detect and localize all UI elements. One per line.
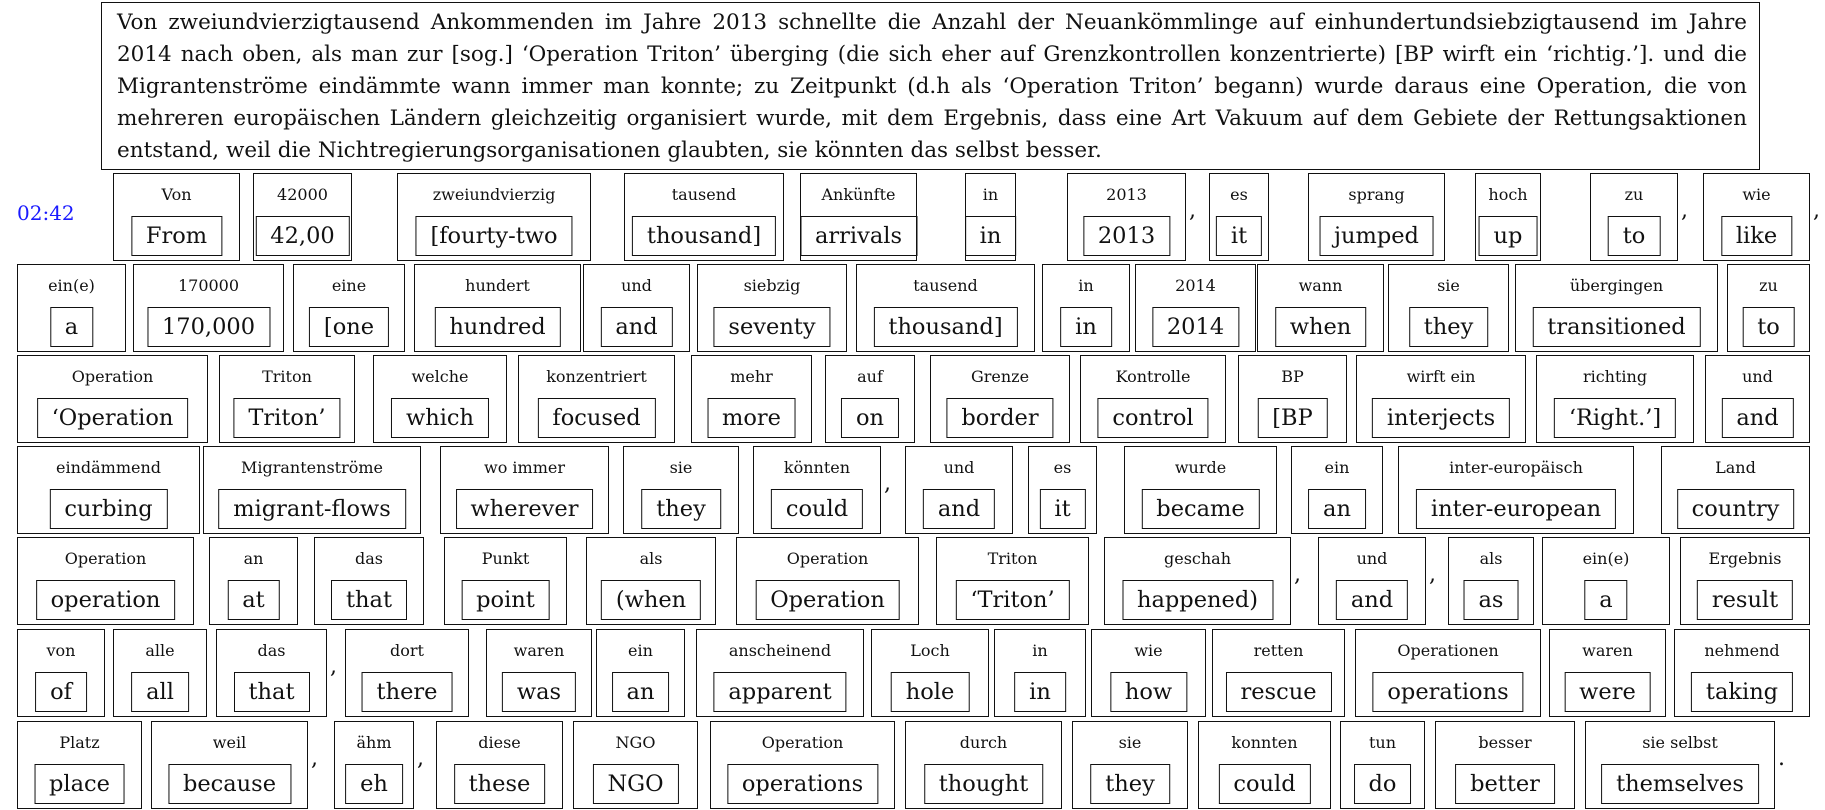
source-word: NGO [615,733,656,752]
gloss-cell [133,264,284,352]
source-word: wo immer [484,458,565,477]
punctuation-mark: , [1681,198,1688,223]
source-word: und [621,276,652,295]
source-word: Triton [987,549,1038,568]
gloss-cell [17,537,194,625]
source-word: sprang [1348,185,1405,204]
source-word: sie [1118,733,1142,752]
target-word: on [841,398,899,438]
gloss-cell [151,721,308,809]
gloss-cell [691,355,812,443]
gloss-cell [1398,446,1634,534]
gloss-cell [624,173,784,261]
source-word: Operation [64,549,147,568]
gloss-cell [697,264,847,352]
gloss-cell [1340,721,1425,809]
source-word: nehmend [1704,641,1780,660]
target-word: it [1216,216,1262,256]
source-word: Grenze [970,367,1030,386]
source-word: ein [628,641,653,660]
source-word: besser [1478,733,1532,752]
source-word: Punkt [481,549,530,568]
gloss-cell [486,629,592,717]
target-word: these [454,764,546,804]
target-word: Operation [755,580,900,620]
target-word: it [1039,489,1085,529]
source-word: es [1053,458,1072,477]
source-word: eindämmend [55,458,162,477]
target-word: ‘Right.’] [1554,398,1676,438]
gloss-cell [1585,721,1775,809]
punctuation-mark: . [1778,746,1785,771]
source-word: BP [1281,367,1304,386]
target-word: operations [727,764,878,804]
target-word: jumped [1319,216,1434,256]
gloss-cell [1680,537,1810,625]
source-word: in [1078,276,1094,295]
target-word: could [1218,764,1310,804]
gloss-cell [696,629,864,717]
target-word: in [1014,672,1066,712]
gloss-cell [1308,173,1445,261]
target-word: at [227,580,279,620]
gloss-cell [1536,355,1694,443]
gloss-cell [586,537,716,625]
gloss-cell [1135,264,1256,352]
source-word: sie [1437,276,1460,295]
target-word: became [1141,489,1259,529]
gloss-cell [1549,629,1666,717]
target-word: how [1110,672,1187,712]
gloss-cell [1091,629,1206,717]
source-word: übergingen [1569,276,1664,295]
punctuation-mark: , [1813,198,1820,223]
source-word: 170000 [177,276,240,295]
gloss-cell [1542,537,1670,625]
target-word: arrivals [800,216,917,256]
punctuation-mark: , [417,746,424,771]
target-word: thousand] [632,216,776,256]
target-word: happened) [1122,580,1273,620]
source-word: tausend [671,185,737,204]
target-word: in [965,216,1017,256]
gloss-cell [209,537,298,625]
gloss-cell [17,721,142,809]
target-word: they [641,489,721,529]
source-word: wurde [1174,458,1227,477]
target-word: better [1455,764,1555,804]
gloss-cell [17,629,105,717]
gloss-cell [1028,446,1097,534]
target-word: thousand] [873,307,1017,347]
gloss-cell [930,355,1070,443]
gloss-cell [1198,721,1331,809]
target-word: place [34,764,125,804]
source-word: in [982,185,999,204]
punctuation-mark: , [311,746,318,771]
target-word: [BP [1257,398,1327,438]
gloss-cell [219,355,355,443]
source-word: waren [513,641,565,660]
target-word: when [1275,307,1367,347]
target-word: and [1721,398,1793,438]
gloss-cell [1435,721,1575,809]
target-word: were [1564,672,1651,712]
source-word: Migrantenströme [241,458,383,477]
translation-paragraph: Von zweiundvierzigtausend Ankommenden im Jahre 2013 schnellte die Anzahl der Neuankömmlinge auf einhundertundsiebzigtausend im Jahre 2014 nach oben, als man zur [sog.] ‘Operation Triton’ überging (die sich eher auf Grenzkontrollen konzentrierte) [BP wirft ein ‘richtig.’]. und die Migrantenströme eindämmte wann immer man konnte; zu Zeitpunkt (d.h als ‘Operation Triton’ begann) wurde daraus eine Operation, die von mehreren europäischen Ländern gleichzeitig organisiert wurde, mit dem Ergebnis, dass eine Art Vakuum auf dem Gebiete der Rettungsaktionen entstand, weil die Nichtregierungsorganisationen glaubten, sie könnten das selbst besser. [101,2,1760,170]
source-word: inter-europäisch [1449,458,1583,477]
target-word: ‘Operation [37,398,189,438]
source-word: geschah [1163,549,1232,568]
target-word: From [131,216,222,256]
source-word: sie selbst [1642,733,1718,752]
target-word: 2014 [1152,307,1239,347]
gloss-cell [583,264,690,352]
source-word: Triton [262,367,312,386]
gloss-cell [1356,355,1526,443]
target-word: focused [537,398,655,438]
source-word: Operationen [1397,641,1499,660]
source-word: ein(e) [48,276,95,295]
target-word: apparent [713,672,846,712]
target-word: migrant-flows [218,489,406,529]
source-word: Operation [71,367,154,386]
source-word: von [46,641,76,660]
target-word: more [707,398,796,438]
source-word: Kontrolle [1115,367,1191,386]
source-word: retten [1253,641,1304,660]
source-word: Platz [59,733,100,752]
target-word: border [946,398,1053,438]
target-word: hundred [434,307,560,347]
punctuation-mark: , [884,471,891,496]
target-word: that [331,580,407,620]
source-word: hundert [465,276,530,295]
gloss-cell [994,629,1086,717]
gloss-cell [293,264,405,352]
source-word: zu [1624,185,1644,204]
source-word: wann [1298,276,1343,295]
target-word: was [502,672,576,712]
gloss-cell [1124,446,1277,534]
target-word: up [1479,216,1538,256]
target-word: point [461,580,550,620]
target-word: themselves [1601,764,1759,804]
gloss-cell [1590,173,1678,261]
target-word: which [391,398,489,438]
gloss-cell [1355,629,1541,717]
gloss-cell [1661,446,1810,534]
gloss-cell [965,173,1016,261]
source-word: das [257,641,286,660]
target-word: they [1090,764,1170,804]
source-word: weil [212,733,247,752]
gloss-cell [1703,173,1810,261]
source-word: Von [161,185,192,204]
target-word: of [35,672,87,712]
gloss-cell [1388,264,1509,352]
source-word: dort [390,641,424,660]
target-word: could [771,489,863,529]
target-word: (when [601,580,701,620]
gloss-cell [345,629,469,717]
gloss-cell [1674,629,1810,717]
target-word: all [131,672,189,712]
source-word: Ankünfte [821,185,896,204]
gloss-cell [1318,537,1426,625]
gloss-cell [414,264,581,352]
target-word: operations [1372,672,1523,712]
source-word: ähm [356,733,392,752]
source-word: könnten [783,458,851,477]
gloss-cell [1515,264,1718,352]
target-word: curbing [49,489,167,529]
gloss-cell [905,721,1062,809]
target-word: to [1742,307,1795,347]
gloss-cell [1067,173,1186,261]
target-word: as [1464,580,1519,620]
punctuation-mark: , [1189,198,1196,223]
gloss-cell [1042,264,1130,352]
source-word: diese [478,733,521,752]
gloss-cell [17,446,200,534]
source-word: zu [1759,276,1778,295]
source-word: mehr [730,367,773,386]
punctuation-mark: , [1294,562,1301,587]
target-word: a [1584,580,1627,620]
gloss-cell [113,173,240,261]
target-word: in [1060,307,1112,347]
source-word: welche [411,367,469,386]
target-word: operation [36,580,176,620]
gloss-cell [440,446,609,534]
gloss-cell [1080,355,1226,443]
target-word: do [1354,764,1412,804]
source-word: waren [1582,641,1633,660]
gloss-cell [856,264,1035,352]
gloss-cell [314,537,424,625]
gloss-cell [203,446,421,534]
gloss-cell [573,721,698,809]
target-word: seventy [713,307,830,347]
gloss-cell [113,629,207,717]
gloss-cell [1448,537,1534,625]
source-word: tun [1368,733,1397,752]
gloss-cell [753,446,881,534]
source-word: zweiundvierzig [432,185,556,204]
timestamp: 02:42 [17,201,75,225]
gloss-cell [1705,355,1810,443]
gloss-cell [1291,446,1383,534]
gloss-cell [334,721,414,809]
target-word: because [168,764,291,804]
target-word: thought [924,764,1044,804]
gloss-cell [216,629,327,717]
source-word: siebzig [743,276,801,295]
target-word: hole [891,672,970,712]
source-word: ein [1324,458,1350,477]
target-word: a [50,307,93,347]
target-word: result [1697,580,1793,620]
target-word: an [1308,489,1366,529]
gloss-cell [710,721,895,809]
gloss-cell [436,721,563,809]
gloss-cell [936,537,1089,625]
gloss-cell [373,355,507,443]
target-word: to [1608,216,1661,256]
gloss-cell [1727,264,1810,352]
source-word: 42000 [277,185,328,204]
gloss-cell [397,173,591,261]
gloss-cell [1475,173,1541,261]
gloss-cell [1257,264,1384,352]
gloss-cell [17,264,126,352]
gloss-cell [825,355,915,443]
punctuation-mark: , [330,654,337,679]
target-word: rescue [1225,672,1331,712]
target-word: there [362,672,453,712]
source-word: sie [669,458,693,477]
target-word: NGO [592,764,678,804]
source-word: 2013 [1106,185,1147,204]
gloss-cell [1212,629,1345,717]
target-word: wherever [456,489,594,529]
source-word: anscheinend [728,641,832,660]
gloss-cell [736,537,919,625]
source-word: und [1356,549,1388,568]
source-word: durch [959,733,1008,752]
punctuation-mark: , [1429,562,1436,587]
target-word: 170,000 [147,307,270,347]
source-word: und [1742,367,1773,386]
gloss-cell [17,355,208,443]
gloss-cell [518,355,675,443]
target-word: 2013 [1083,216,1170,256]
source-word: Operation [786,549,869,568]
target-word: control [1097,398,1208,438]
target-word: they [1409,307,1489,347]
source-word: Ergebnis [1708,549,1782,568]
target-word: like [1721,216,1792,256]
target-word: Triton’ [233,398,340,438]
gloss-cell [1238,355,1347,443]
target-word: interjects [1372,398,1510,438]
target-word: and [923,489,995,529]
target-word: country [1677,489,1795,529]
source-word: an [243,549,264,568]
gloss-cell [596,629,685,717]
source-word: wie [1134,641,1163,660]
source-word: ein(e) [1582,549,1630,568]
gloss-cell [1104,537,1291,625]
source-word: Loch [910,641,950,660]
source-word: das [355,549,383,568]
gloss-cell [623,446,739,534]
gloss-cell [1209,173,1269,261]
target-word: that [234,672,310,712]
gloss-cell [905,446,1013,534]
target-word: transitioned [1532,307,1700,347]
target-word: an [612,672,670,712]
source-word: konnten [1231,733,1298,752]
gloss-cell [1072,721,1188,809]
source-word: richting [1582,367,1648,386]
target-word: and [600,307,672,347]
target-word: ‘Triton’ [955,580,1069,620]
source-word: hoch [1488,185,1528,204]
source-word: Operation [761,733,844,752]
gloss-cell [800,173,917,261]
source-word: wie [1742,185,1771,204]
source-word: als [1479,549,1503,568]
gloss-cell [444,537,567,625]
source-word: es [1230,185,1248,204]
target-word: and [1336,580,1408,620]
source-word: Land [1715,458,1756,477]
target-word: eh [345,764,403,804]
gloss-cell [871,629,989,717]
source-word: alle [145,641,175,660]
target-word: 42,00 [255,216,349,256]
source-word: 2014 [1175,276,1216,295]
gloss-cell [253,173,352,261]
source-word: wirft ein [1406,367,1476,386]
source-word: tausend [913,276,978,295]
source-word: auf [857,367,883,386]
target-word: taking [1691,672,1793,712]
source-word: in [1032,641,1048,660]
source-word: konzentriert [546,367,647,386]
source-word: eine [331,276,367,295]
target-word: [one [309,307,389,347]
target-word: [fourty-two [415,216,572,256]
source-word: als [639,549,663,568]
source-word: und [943,458,975,477]
target-word: inter-european [1416,489,1616,529]
